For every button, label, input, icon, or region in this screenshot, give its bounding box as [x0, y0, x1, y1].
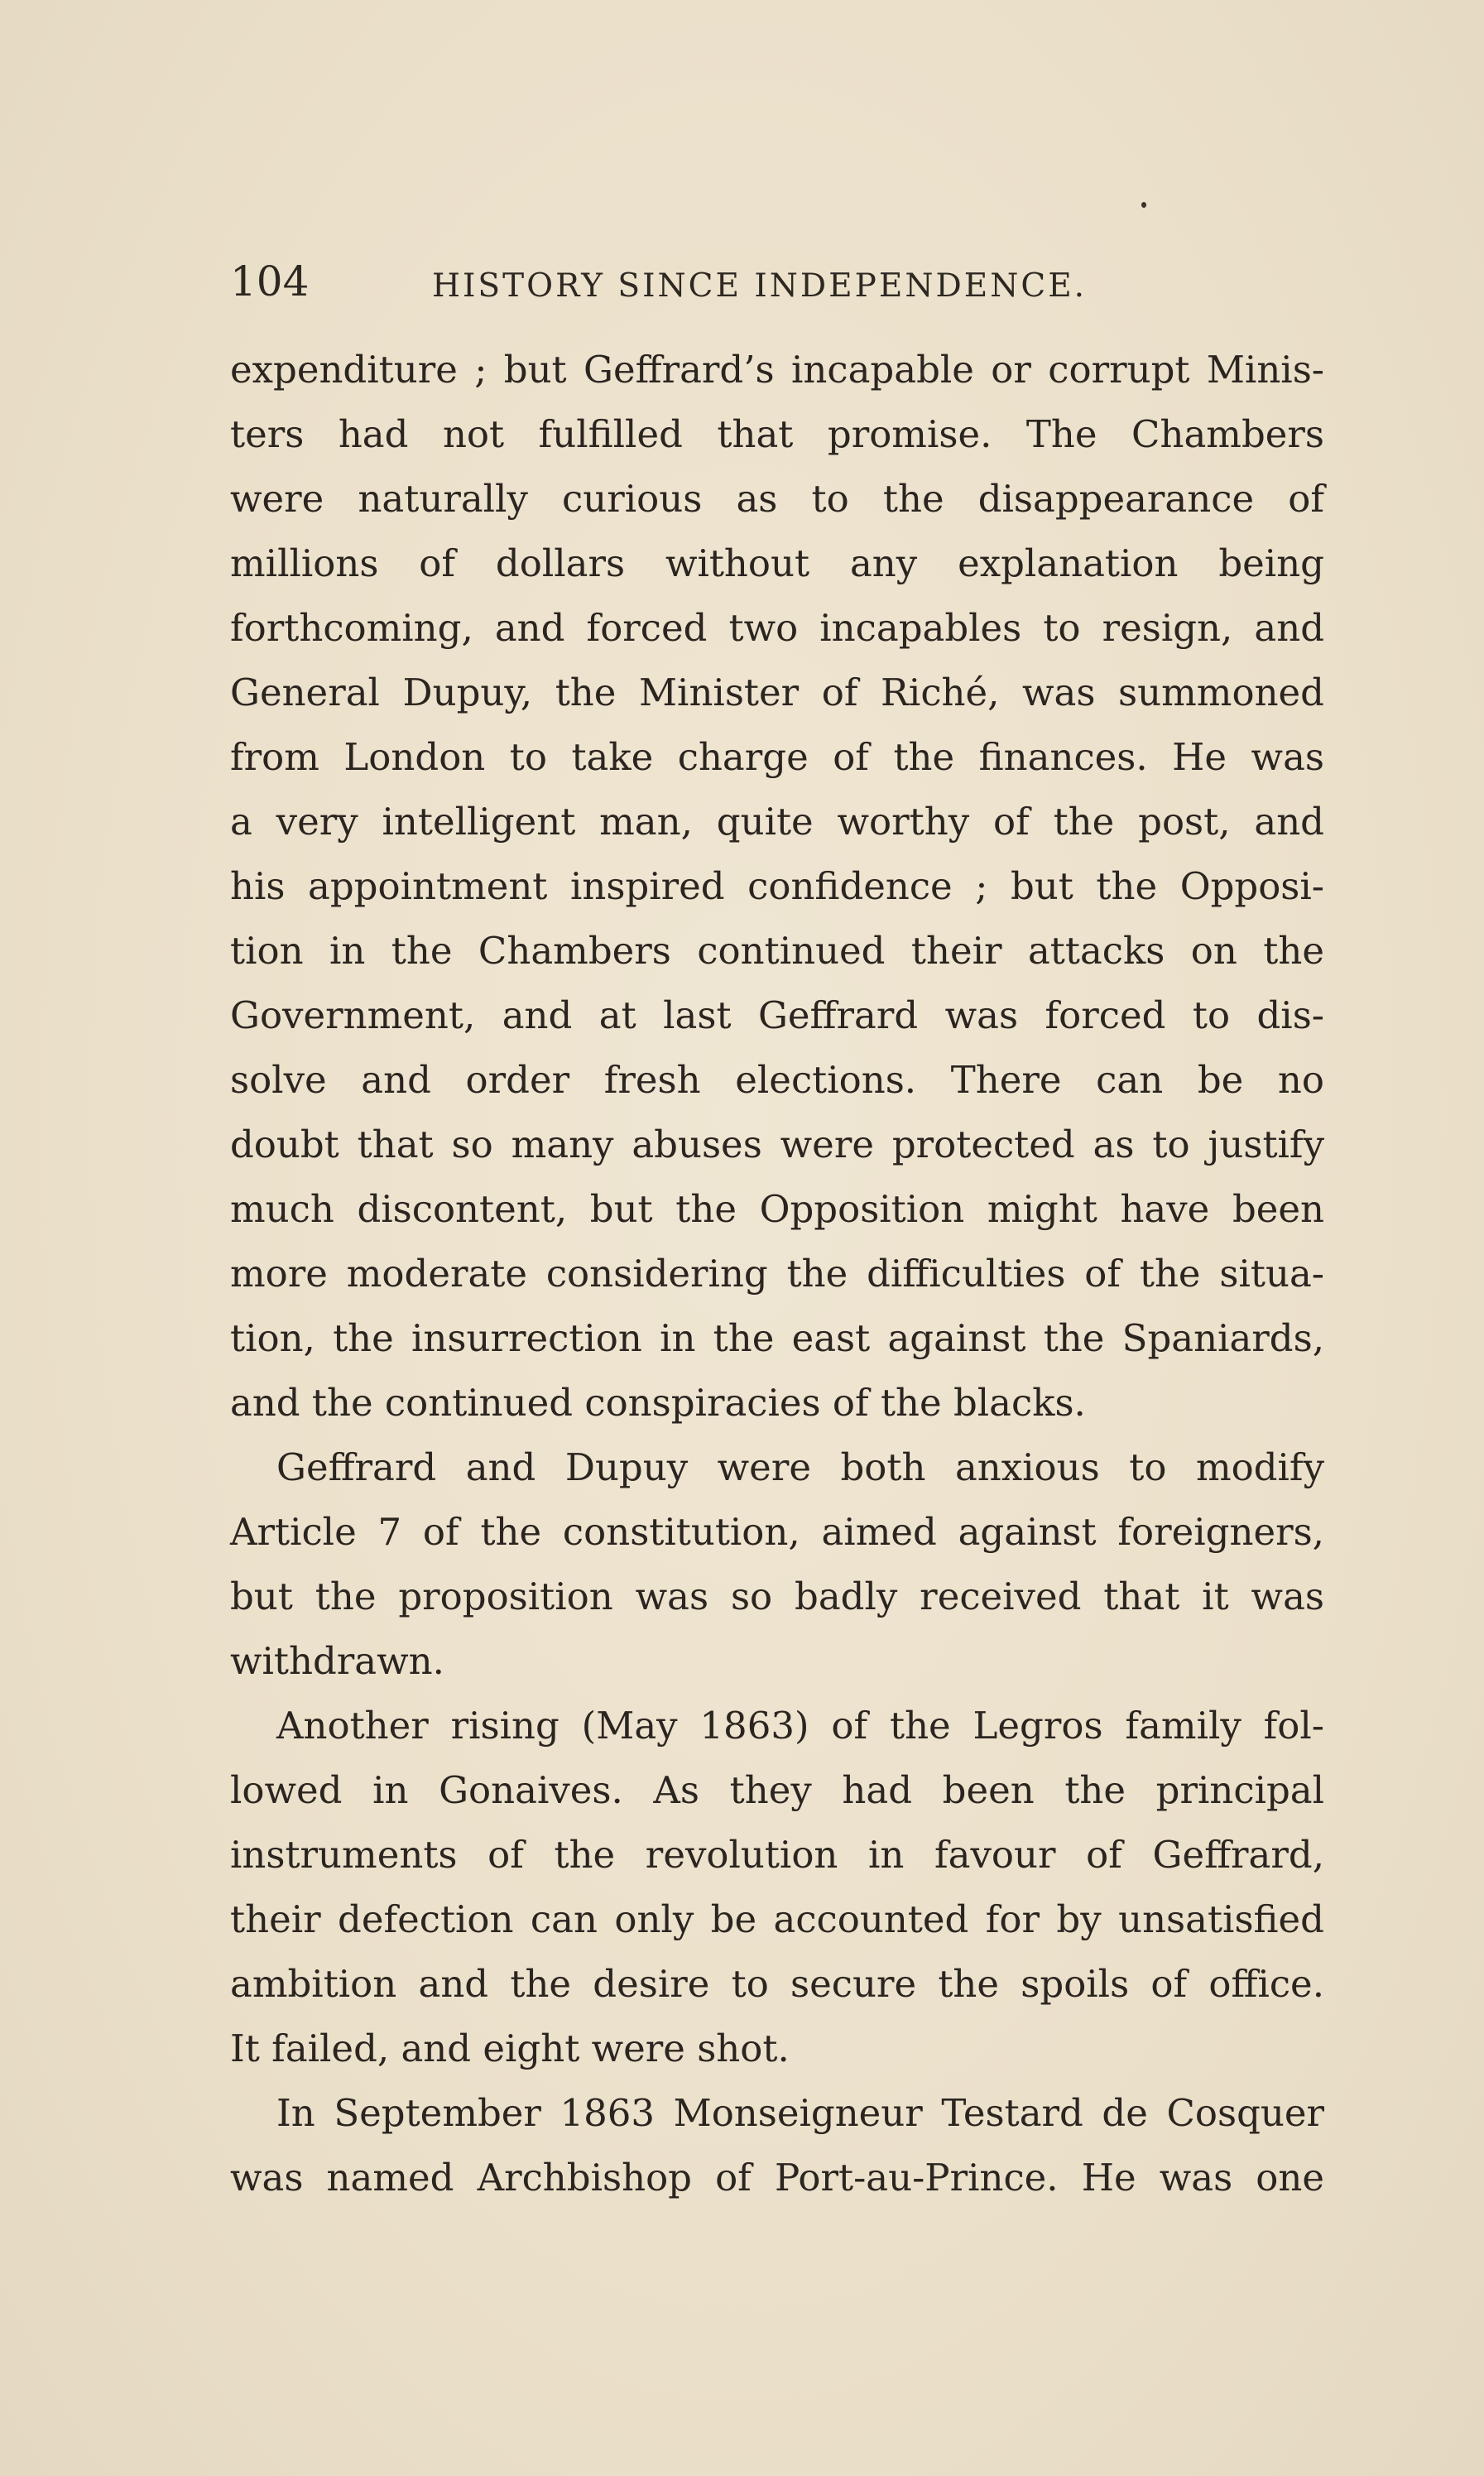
text-line: Geffrard and Dupuy were both anxious to modify [276, 1445, 1324, 1489]
text-line: In September 1863 Monseigneur Testard de Cosquer [276, 2091, 1324, 2135]
text-line: withdrawn. [230, 1639, 444, 1683]
text-line: tion, the insurrection in the east against the Spaniards, [230, 1316, 1324, 1360]
page-number: 104 [230, 257, 310, 305]
text-line: lowed in Gonaives. As they had been the principal [230, 1768, 1324, 1812]
text-line: and the continued conspiracies of the blacks. [230, 1381, 1086, 1425]
text-line: their defection can only be accounted for by unsatisfied [230, 1897, 1324, 1941]
text-line: expenditure ; but Geffrard’s incapable or corrupt Minis- [230, 348, 1324, 392]
text-line: tion in the Chambers continued their attacks on the [230, 929, 1324, 973]
text-line: Government, and at last Geffrard was forced to dis- [230, 993, 1324, 1037]
running-head: HISTORY SINCE INDEPENDENCE. [432, 267, 1088, 305]
text-line: but the proposition was so badly received that it was [230, 1575, 1324, 1618]
text-line: much discontent, but the Opposition might have been [230, 1187, 1324, 1231]
text-line: solve and order fresh elections. There can be no [230, 1058, 1324, 1102]
text-line: doubt that so many abuses were protected as to justify [230, 1123, 1324, 1166]
text-line: his appointment inspired confidence ; but the Opposi- [230, 864, 1324, 908]
text-line: Article 7 of the constitution, aimed against foreigners, [230, 1510, 1324, 1554]
text-line: It failed, and eight were shot. [230, 2026, 790, 2070]
text-line: a very intelligent man, quite worthy of the post, and [230, 800, 1324, 844]
text-line: General Dupuy, the Minister of Riché, was summoned [230, 671, 1324, 714]
ink-speck [1141, 202, 1146, 208]
text-line: was named Archbishop of Port-au-Prince. He was one [230, 2156, 1324, 2200]
text-line: ambition and the desire to secure the spoils of office. [230, 1962, 1324, 2006]
page-header [230, 248, 1323, 315]
text-line: more moderate considering the difficulties of the situa- [230, 1252, 1324, 1296]
text-line: instruments of the revolution in favour of Geffrard, [230, 1833, 1324, 1877]
text-line: forthcoming, and forced two incapables to resign, and [230, 606, 1324, 650]
text-line: millions of dollars without any explanation being [230, 541, 1324, 585]
body-text [230, 338, 1324, 2210]
text-line: were naturally curious as to the disappearance of [230, 477, 1324, 521]
text-line: ters had not fulfilled that promise. The Chambers [230, 412, 1324, 456]
text-line: from London to take charge of the finances. He was [230, 735, 1324, 779]
text-line: Another rising (May 1863) of the Legros family fol- [276, 1704, 1324, 1748]
